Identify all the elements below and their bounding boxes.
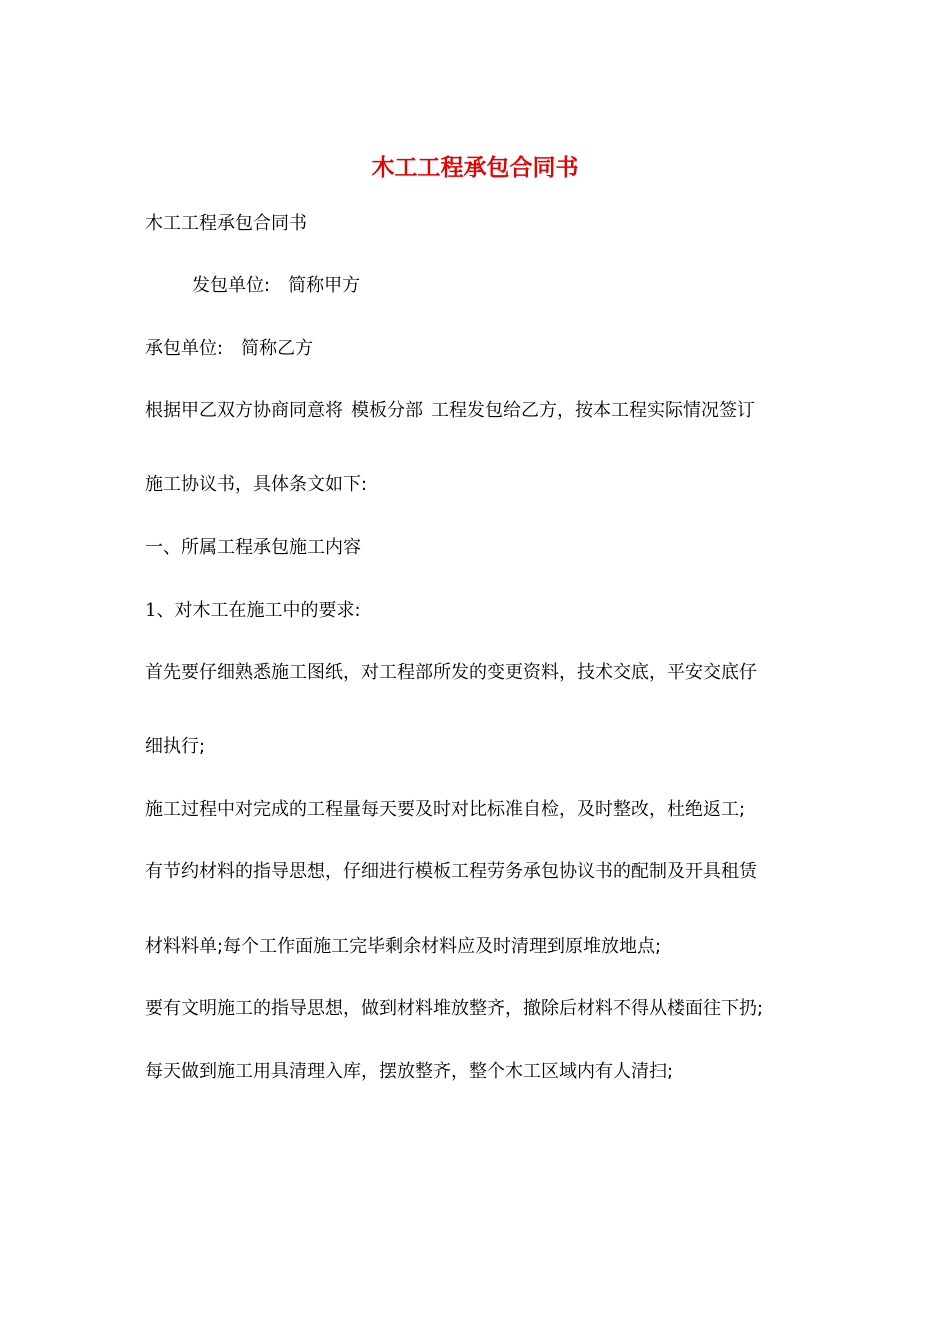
- requirement-1-line-2: 细执行;: [145, 736, 206, 757]
- intro-after: 工程发包给乙方，按本工程实际情况签订: [431, 400, 755, 421]
- intro-line-1: [145, 398, 755, 424]
- item-1-number: 1: [145, 600, 157, 621]
- document-title: 木工工程承包合同书: [371, 154, 579, 181]
- issuer-value: 简称甲方: [288, 275, 361, 296]
- requirement-3-line-1: 有节约材料的指导思想，仔细进行模板工程劳务承包协议书的配制及开具租赁: [145, 861, 757, 882]
- section-1-heading: 一、所属工程承包施工内容: [145, 537, 361, 558]
- item-1-heading: [145, 598, 361, 624]
- intro-scope: 模板分部: [351, 400, 423, 421]
- issuer-label: 发包单位:: [192, 275, 271, 296]
- intro-line-2: 施工协议书，具体条文如下:: [145, 474, 368, 495]
- document-subtitle: 木工工程承包合同书: [145, 213, 307, 234]
- issuer-line: [192, 273, 360, 299]
- requirement-4: 要有文明施工的指导思想，做到材料堆放整齐，撤除后材料不得从楼面往下扔;: [145, 998, 764, 1019]
- requirement-1-line-1: 首先要仔细熟悉施工图纸，对工程部所发的变更资料，技术交底，平安交底仔: [145, 662, 757, 683]
- contractor-value: 简称乙方: [241, 338, 314, 359]
- intro-before: 根据甲乙双方协商同意将: [145, 400, 343, 421]
- item-1-text: 、对木工在施工中的要求:: [156, 600, 361, 621]
- requirement-2: 施工过程中对完成的工程量每天要及时对比标准自检，及时整改，杜绝返工;: [145, 799, 746, 820]
- contractor-label: 承包单位:: [145, 338, 224, 359]
- requirement-5: 每天做到施工用具清理入库，摆放整齐，整个木工区域内有人清扫;: [145, 1061, 674, 1082]
- contractor-line: [145, 336, 313, 362]
- requirement-3-line-2: 材料料单;每个工作面施工完毕剩余材料应及时清理到原堆放地点;: [145, 936, 662, 957]
